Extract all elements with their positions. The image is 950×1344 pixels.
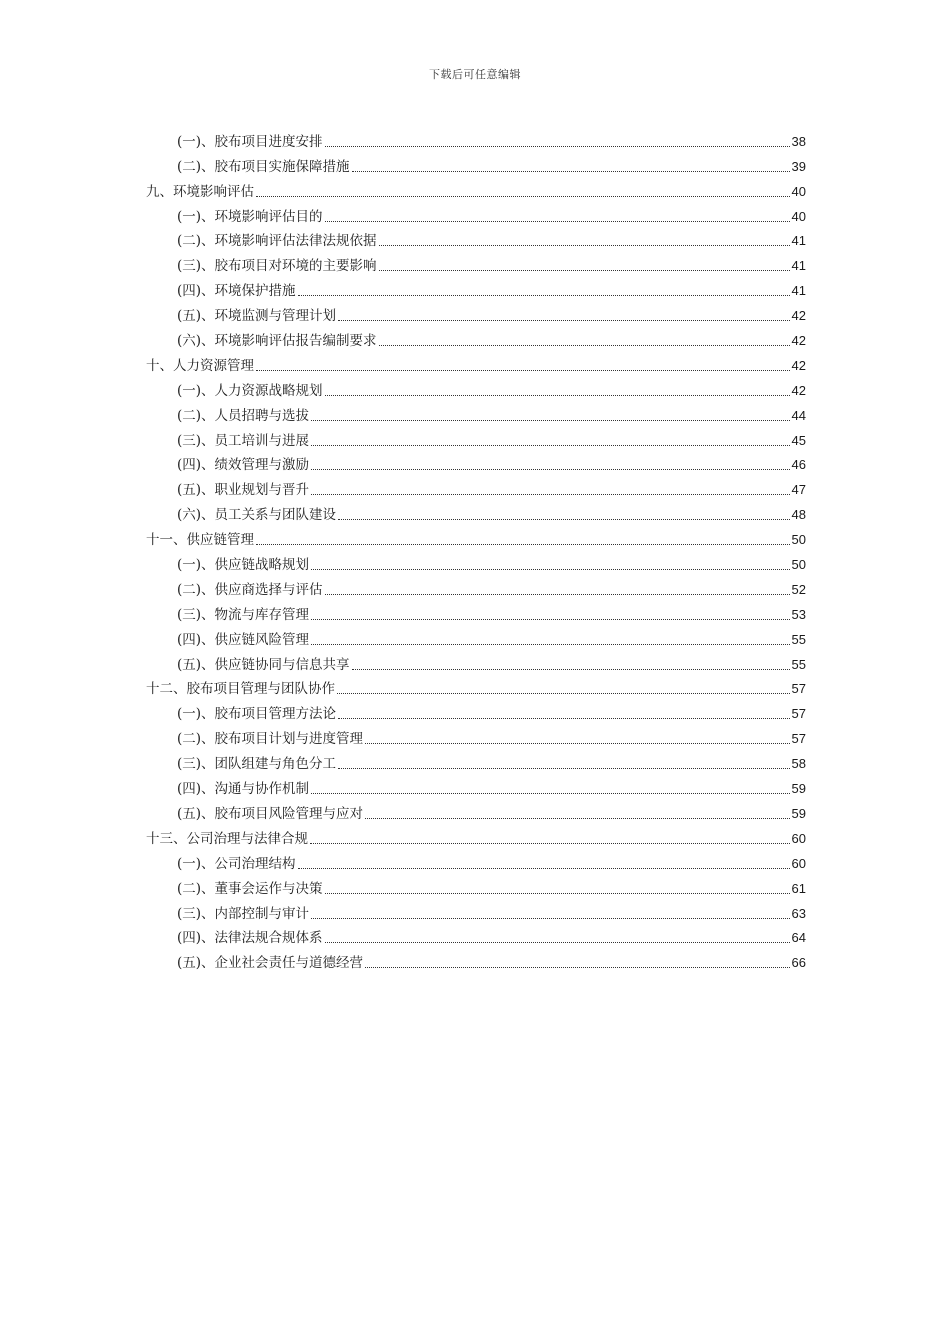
toc-page-number: 40 xyxy=(791,183,806,199)
toc-page-number: 53 xyxy=(791,606,806,622)
toc-section-entry[interactable] xyxy=(146,151,806,176)
toc-page-number: 59 xyxy=(791,781,806,797)
toc-page-number: 60 xyxy=(791,855,806,871)
toc-entry-title: (二)、供应商选择与评估 xyxy=(177,581,323,598)
toc-dot-leader xyxy=(379,269,790,271)
toc-entry-title: (三)、物流与库存管理 xyxy=(177,606,310,623)
toc-section-entry[interactable] xyxy=(146,923,806,948)
toc-section-entry[interactable] xyxy=(146,201,806,226)
toc-page-number: 58 xyxy=(791,756,806,772)
toc-dot-leader xyxy=(379,344,790,346)
toc-entry-title: (四)、供应链风险管理 xyxy=(177,631,310,648)
toc-page-number: 64 xyxy=(791,930,806,946)
toc-dot-leader xyxy=(338,767,789,769)
toc-entry-title: (三)、内部控制与审计 xyxy=(177,905,310,922)
toc-entry-title: (三)、胶布项目对环境的主要影响 xyxy=(177,258,377,275)
toc-entry-title: (三)、员工培训与进展 xyxy=(177,432,310,449)
toc-section-entry[interactable] xyxy=(146,425,806,450)
toc-section-entry[interactable] xyxy=(146,723,806,748)
toc-entry-title: (六)、环境影响评估报告编制要求 xyxy=(177,333,377,350)
toc-section-entry[interactable] xyxy=(146,873,806,898)
toc-entry-title: 九、环境影响评估 xyxy=(146,183,254,200)
toc-page-number: 60 xyxy=(791,830,806,846)
toc-entry-title: (五)、企业社会责任与道德经营 xyxy=(177,955,364,972)
toc-dot-leader xyxy=(311,792,789,794)
toc-page-number: 55 xyxy=(791,656,806,672)
toc-dot-leader xyxy=(311,419,789,421)
toc-page-number: 42 xyxy=(791,308,806,324)
toc-dot-leader xyxy=(338,518,789,520)
toc-entry-title: (六)、员工关系与团队建设 xyxy=(177,507,337,524)
toc-dot-leader xyxy=(325,892,790,894)
toc-dot-leader xyxy=(311,444,789,446)
toc-chapter-entry[interactable] xyxy=(146,350,806,375)
toc-dot-leader xyxy=(311,618,789,620)
toc-entry-title: (五)、环境监测与管理计划 xyxy=(177,308,337,325)
toc-entry-title: (二)、人员招聘与选拔 xyxy=(177,407,310,424)
toc-entry-title: (一)、供应链战略规划 xyxy=(177,557,310,574)
toc-entry-title: (四)、法律法规合规体系 xyxy=(177,930,323,947)
toc-entry-title: (四)、绩效管理与激励 xyxy=(177,457,310,474)
toc-dot-leader xyxy=(338,319,789,321)
toc-entry-title: (五)、供应链协同与信息共享 xyxy=(177,656,350,673)
toc-dot-leader xyxy=(325,394,790,396)
toc-entry-title: (二)、胶布项目实施保障措施 xyxy=(177,158,350,175)
toc-dot-leader xyxy=(365,817,789,819)
toc-dot-leader xyxy=(379,244,790,246)
toc-dot-leader xyxy=(256,195,790,197)
toc-section-entry[interactable] xyxy=(146,275,806,300)
toc-page-number: 59 xyxy=(791,805,806,821)
toc-entry-title: (一)、公司治理结构 xyxy=(177,855,296,872)
toc-dot-leader xyxy=(298,294,790,296)
toc-section-entry[interactable] xyxy=(146,300,806,325)
toc-page-number: 55 xyxy=(791,631,806,647)
toc-page-number: 39 xyxy=(791,158,806,174)
toc-page-number: 57 xyxy=(791,681,806,697)
toc-entry-title: (一)、人力资源战略规划 xyxy=(177,382,323,399)
toc-dot-leader xyxy=(298,867,790,869)
toc-section-entry[interactable] xyxy=(146,126,806,151)
toc-page-number: 61 xyxy=(791,880,806,896)
toc-dot-leader xyxy=(325,220,790,222)
toc-page-number: 42 xyxy=(791,333,806,349)
toc-section-entry[interactable] xyxy=(146,549,806,574)
toc-page-number: 41 xyxy=(791,258,806,274)
page-header: 下载后可任意编辑 xyxy=(429,68,521,81)
toc-page-number: 52 xyxy=(791,581,806,597)
toc-chapter-entry[interactable] xyxy=(146,674,806,699)
toc-section-entry[interactable] xyxy=(146,375,806,400)
toc-dot-leader xyxy=(325,941,790,943)
toc-entry-title: 十一、供应链管理 xyxy=(146,532,254,549)
toc-section-entry[interactable] xyxy=(146,450,806,475)
toc-section-entry[interactable] xyxy=(146,947,806,972)
toc-page-number: 50 xyxy=(791,557,806,573)
toc-page-number: 57 xyxy=(791,706,806,722)
toc-section-entry[interactable] xyxy=(146,226,806,251)
toc-section-entry[interactable] xyxy=(146,250,806,275)
toc-entry-title: (五)、胶布项目风险管理与应对 xyxy=(177,805,364,822)
toc-chapter-entry[interactable] xyxy=(146,176,806,201)
toc-dot-leader xyxy=(365,966,789,968)
toc-section-entry[interactable] xyxy=(146,599,806,624)
toc-dot-leader xyxy=(352,668,790,670)
toc-page-number: 46 xyxy=(791,457,806,473)
toc-page-number: 38 xyxy=(791,133,806,149)
toc-entry-title: (五)、职业规划与晋升 xyxy=(177,482,310,499)
toc-chapter-entry[interactable] xyxy=(146,524,806,549)
toc-section-entry[interactable] xyxy=(146,474,806,499)
toc-dot-leader xyxy=(352,170,790,172)
toc-dot-leader xyxy=(256,543,790,545)
toc-page-number: 41 xyxy=(791,233,806,249)
toc-entry-title: 十二、胶布项目管理与团队协作 xyxy=(146,681,335,698)
toc-page-number: 63 xyxy=(791,905,806,921)
toc-section-entry[interactable] xyxy=(146,698,806,723)
toc-section-entry[interactable] xyxy=(146,848,806,873)
toc-page-number: 40 xyxy=(791,208,806,224)
toc-page-number: 48 xyxy=(791,507,806,523)
toc-dot-leader xyxy=(311,917,789,919)
toc-entry-title: (二)、胶布项目计划与进度管理 xyxy=(177,731,364,748)
toc-dot-leader xyxy=(256,369,790,371)
toc-entry-title: (四)、环境保护措施 xyxy=(177,283,296,300)
toc-dot-leader xyxy=(311,493,789,495)
toc-entry-title: (三)、团队组建与角色分工 xyxy=(177,756,337,773)
toc-entry-title: (二)、董事会运作与决策 xyxy=(177,880,323,897)
toc-dot-leader xyxy=(338,717,789,719)
toc-section-entry[interactable] xyxy=(146,773,806,798)
toc-page-number: 45 xyxy=(791,432,806,448)
toc-dot-leader xyxy=(311,643,789,645)
toc-dot-leader xyxy=(325,593,790,595)
toc-page-number: 66 xyxy=(791,955,806,971)
toc-section-entry[interactable] xyxy=(146,649,806,674)
toc-page-number: 41 xyxy=(791,283,806,299)
toc-section-entry[interactable] xyxy=(146,798,806,823)
toc-page-number: 42 xyxy=(791,357,806,373)
toc-entry-title: (一)、胶布项目进度安排 xyxy=(177,133,323,150)
toc-section-entry[interactable] xyxy=(146,898,806,923)
toc-page-number: 44 xyxy=(791,407,806,423)
toc-entry-title: (四)、沟通与协作机制 xyxy=(177,781,310,798)
toc-section-entry[interactable] xyxy=(146,400,806,425)
toc-section-entry[interactable] xyxy=(146,624,806,649)
toc-dot-leader xyxy=(310,842,790,844)
toc-dot-leader xyxy=(337,692,790,694)
toc-page-number: 50 xyxy=(791,532,806,548)
toc-entry-title: (二)、环境影响评估法律法规依据 xyxy=(177,233,377,250)
toc-section-entry[interactable] xyxy=(146,499,806,524)
toc-section-entry[interactable] xyxy=(146,574,806,599)
toc-entry-title: 十三、公司治理与法律合规 xyxy=(146,830,308,847)
toc-entry-title: 十、人力资源管理 xyxy=(146,357,254,374)
toc-dot-leader xyxy=(311,468,789,470)
toc-dot-leader xyxy=(311,568,789,570)
toc-section-entry[interactable] xyxy=(146,325,806,350)
toc-section-entry[interactable] xyxy=(146,748,806,773)
toc-dot-leader xyxy=(325,145,790,147)
toc-page-number: 42 xyxy=(791,382,806,398)
toc-page-number: 47 xyxy=(791,482,806,498)
toc-dot-leader xyxy=(365,742,789,744)
toc-entry-title: (一)、胶布项目管理方法论 xyxy=(177,706,337,723)
toc-page-number: 57 xyxy=(791,731,806,747)
toc-entry-title: (一)、环境影响评估目的 xyxy=(177,208,323,225)
table-of-contents xyxy=(146,126,806,972)
toc-chapter-entry[interactable] xyxy=(146,823,806,848)
